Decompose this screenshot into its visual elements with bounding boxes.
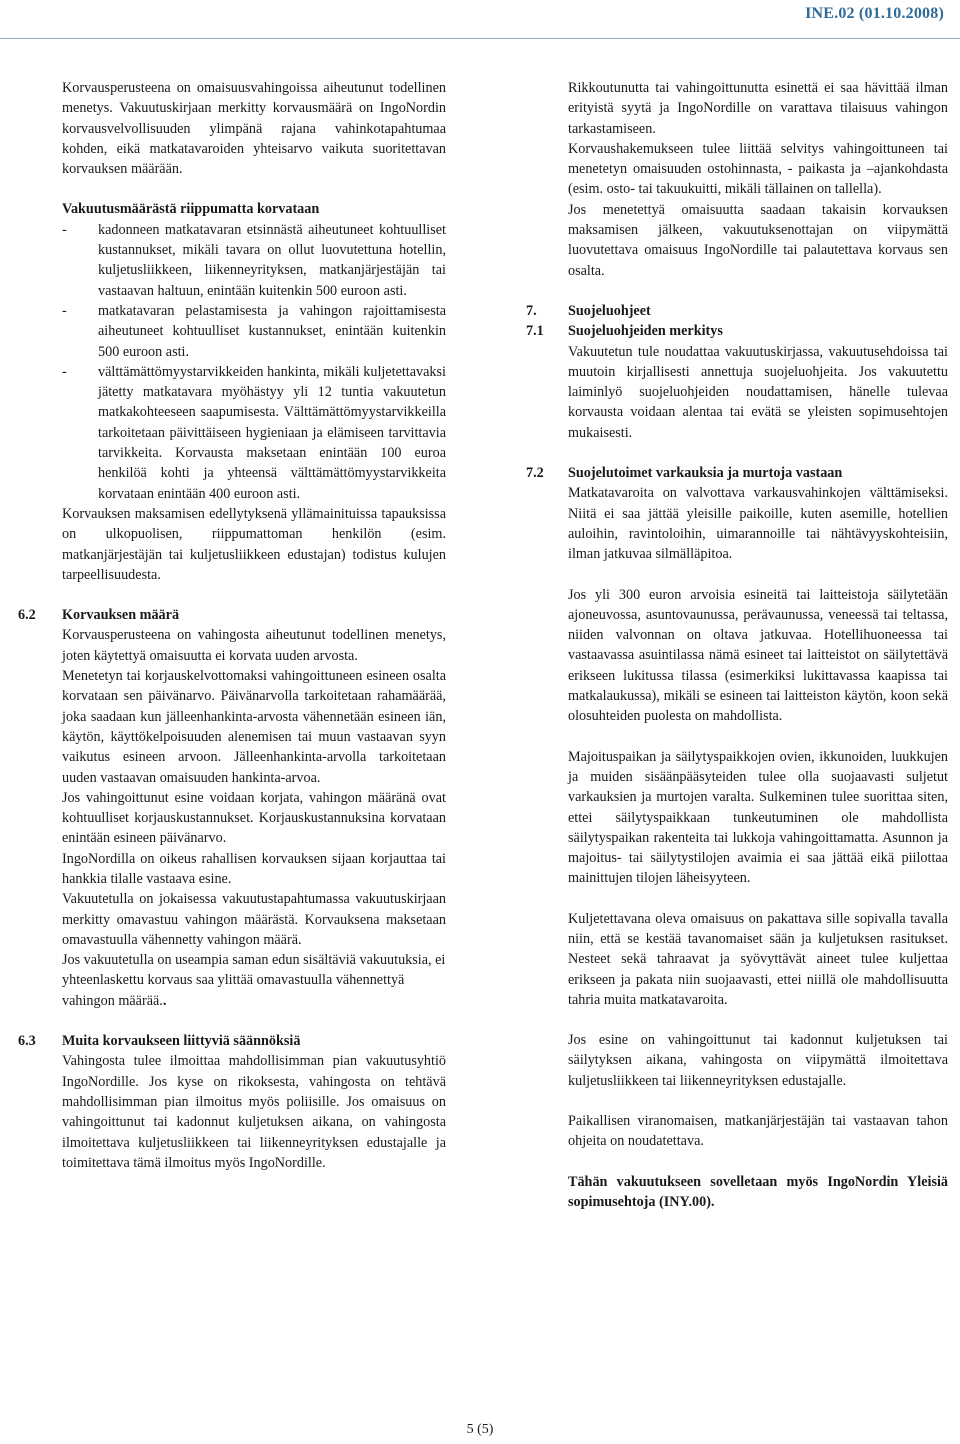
section-number: 7.1 <box>526 323 544 340</box>
dash-marker: - <box>62 221 67 238</box>
section-title: Suojeluohjeiden merkitys <box>568 323 723 340</box>
section-number: 7.2 <box>526 465 544 482</box>
coverage-list <box>62 220 446 504</box>
list-item-text: matkatavaran pelastamisesta ja vahingon rajoittamisesta aiheutuneet kohtuulliset kustannukset, enintään kuitenkin 500 euroon asti. <box>98 302 446 360</box>
section-7-2-paragraph: Majoituspaikan ja säilytyspaikkojen ovien, ikkunoiden, luukkujen ja muiden sisäänpääsyteiden tulee olla suojaavasti suljetut varkauksien ja murtojen varalta. Sulkeminen tulee suorittaa siten, ettei säilytyspaikkaan tunkeutuminen ole mahdollista säilytyspaikan rakenteita tai lukkoja vahingoittamatta. Asunnon ja majoitus- tai säilytystilojen avaimia ei saa jättää eikä piilottaa mainittujen tilojen läheisyyteen. <box>568 748 948 887</box>
list-item-text: välttämättömyystarvikkeiden hankinta, mikäli kuljetettavaksi jätetty matkatavara myöhästyy yli 12 tuntia vakuutetun matkakohteeseen saapumisesta. Välttämättömyystarvikkeilla tarkoitetaan päivittäiseen hygieniaan ja elämiseen tarvittavia tarvikkeita. Korvausta maksetaan enintään 100 euroa henkilöä kohti ja yhteensä välttämättömyystarvikkeita korvataan enintään 400 euroon asti. <box>98 363 446 502</box>
right-column <box>526 78 948 1212</box>
section-7-2-paragraph: Jos esine on vahingoittunut tai kadonnut kuljetuksen tai säilytyksen aikana, vahingosta on viipymättä ilmoitettava kuljetusliikkeen tai liikenneyrityksen edustajalle. <box>568 1032 948 1089</box>
section-title: Suojeluohjeet <box>568 302 651 319</box>
section-6-2-paragraph: Menetetyn tai korjauskelvottomaksi vahingoittuneen esineen osalta korvataan sen päivänarvo. Päivänarvolla tarkoitetaan rahamäärää, joka saadaan kun jälleenhankinta-arvosta vähennetään esineen iän, käytön, käyttökelpoisuuden alenemisen tai muun vastaavan syyn vaikutus esineen arvoon. Jälleenhankinta-arvolla tarkoitetaan uuden vastaavan omaisuuden hankinta-arvoa. <box>62 668 446 786</box>
left-column <box>18 78 446 1173</box>
list-item <box>62 362 446 504</box>
section-6-3-paragraph: Vahingosta tulee ilmoittaa mahdollisimman pian vakuutusyhtiö IngoNordille. Jos kyse on rikoksesta, vahingosta on tehtävä mahdollisimman pian ilmoitus myös poliisille. Jos omaisuus on vahingoittunut tai kadonnut kuljetuksen aikana, on vahingosta ilmoitettava kuljetusliikkeen tai liikenneyrityksen edustajalle ja toimitettava tämä ilmoitus myös IngoNordille. <box>62 1053 446 1171</box>
section-7-1-heading <box>526 321 948 341</box>
intro-paragraph: Korvausperusteena on omaisuusvahingoissa aiheutunut todellinen menetys. Vakuutuskirjaan merkitty korvausmäärä on IngoNordin korvausvelvollisuuden ylimpänä rajana vahinkotapahtumaa kohden, eikä matkatavaroiden yhteisarvo vaikuta suoritettavan korvauksen määrään. <box>62 80 446 178</box>
dash-marker: - <box>62 302 67 319</box>
section-7-heading <box>526 301 948 321</box>
section-number: 6.3 <box>18 1033 36 1050</box>
header-rule <box>0 38 960 39</box>
page-number: 5 (5) <box>466 1422 494 1437</box>
section-6-2-paragraph: IngoNordilla on oikeus rahallisen korvauksen sijaan korjauttaa tai hankkia tilalle vastaava esine. <box>62 850 446 887</box>
section-6-2-paragraph: Vakuutetulla on jokaisessa vakuutustapahtumassa vakuutuskirjaan merkitty omavastuu vahingon määrästä. Korvauksena maksetaan omavastuulla vähennetty vahingon määrä. <box>62 891 446 948</box>
section-7-1-paragraph: Vakuutetun tule noudattaa vakuutuskirjassa, vakuutusehdoissa tai muutoin kirjallisesti annettuja suojeluohjeita. Jos vakuutettu laiminlyö suojeluohjeiden noudattamisen, hänelle tulevaa korvausta voidaan alentaa tai evätä se yleisten sopimusehtojen mukaisesti. <box>568 343 948 441</box>
section-number: 6.2 <box>18 607 36 624</box>
document-code: INE.02 (01.10.2008) <box>805 5 944 22</box>
section-7-2-paragraph: Paikallisen viranomaisen, matkanjärjestäjän tai vastaavan tahon ohjeita on noudatettava. <box>568 1113 948 1150</box>
paragraph-text: Jos vakuutetulla on useampia saman edun sisältäviä vakuutuksia, ei yhteenlaskettu korvaus saa ylittää omavastuulla vähennettyä vahingon määrää. <box>62 952 446 1009</box>
section-7-2-heading <box>526 463 948 483</box>
section-title: Suojelutoimet varkauksia ja murtoja vastaan <box>568 465 843 482</box>
dash-marker: - <box>62 363 67 380</box>
right-paragraph: Korvaushakemukseen tulee liittää selvitys vahingoittuneen tai menetetyn omaisuuden ostohinnasta, - paikasta ja –ajankohdasta (esim. osto- tai takuukuitti, mikäli tällainen on tallella). <box>568 140 948 198</box>
list-item <box>62 301 446 362</box>
section-title: Korvauksen määrä <box>62 607 180 624</box>
section-6-2-paragraph-last <box>62 950 446 1011</box>
closing-statement: Tähän vakuutukseen sovelletaan myös IngoNordin Yleisiä sopimusehtoja (INY.00). <box>568 1173 948 1210</box>
independent-coverage-heading: Vakuutusmäärästä riippumatta korvataan <box>62 201 320 218</box>
right-paragraph: Rikkoutunutta tai vahingoittunutta esinettä ei saa hävittää ilman erityistä syytä ja IngoNordille on varattava tilaisuus vahingon tarkastamiseen. <box>568 80 948 137</box>
right-paragraph: Jos menetettyä omaisuutta saadaan takaisin korvauksen maksamisen jälkeen, vakuutuksenottajan on viipymättä luovutettava omaisuus IngoNordille tai palautettava korvaus sen osalta. <box>568 201 948 279</box>
section-title: Muita korvaukseen liittyviä säännöksiä <box>62 1033 301 1050</box>
list-item-text: kadonneen matkatavaran etsinnästä aiheutuneet kohtuulliset kustannukset, mikäli tavara on ollut luovutettuna hotellin, kuljetusliikkeen, liikenneyrityksen, matkanjärjestäjän tai vastaavan haltuun, enintään kuitenkin 500 euroon asti. <box>98 221 446 299</box>
section-6-2-heading <box>18 605 446 625</box>
section-6-2-paragraph: Jos vahingoittunut esine voidaan korjata, vahingon määränä ovat kohtuulliset korjauskustannukset. Korjauskustannuksina korvataan enintään esineen päivänarvo. <box>62 789 446 847</box>
list-item <box>62 220 446 301</box>
section-7-2-paragraph: Jos yli 300 euron arvoisia esineitä tai laitteistoja säilytetään ajoneuvossa, asuntovaunussa, perävaunussa, veneessä tai teltassa, niiden valvonnan on oltava jatkuvaa. Hotellihuoneessa tai vastaavassa asuintilassa nämä esineet tai laitteistot on säilytettävä erikseen lukitussa tilassa (esimerkiksi lukittavassa kaapissa tai matkalaukussa), mikäli se esineen tai laitteiston käytön, koon sekä olosuhteiden puolesta on mahdollista. <box>568 586 948 725</box>
final-period: . <box>162 992 167 1009</box>
section-7-2-paragraph: Matkatavaroita on valvottava varkausvahinkojen välttämiseksi. Niitä ei saa jättää yleisille paikoille, kuten asemille, hotellien auloihin, ravintoloihin, uimarannoille tai nähtävyyskohteisiin, ilman jatkuvaa silmälläpitoa. <box>568 485 948 563</box>
section-7-2-paragraph: Kuljetettavana oleva omaisuus on pakattava sille sopivalla tavalla niin, että se kestää tavanomaiset sään ja kuljetuksen rasitukset. Nesteet sekä tahraavat ja syövyttävät aineet tulee kuljettaa erikseen ja pakata niin suojaavasti, ettei niillä ole mahdollisuutta tahria muita matkatavaroita. <box>568 910 948 1008</box>
section-number: 7. <box>526 302 537 319</box>
section-6-3-heading <box>18 1031 446 1051</box>
proof-paragraph: Korvauksen maksamisen edellytyksenä yllämainituissa tapauksissa on ulkopuolisen, riippumattoman henkilön (esim. matkanjärjestäjän tai kuljetusliikkeen edustajan) todistus kulujen tarpeellisuudesta. <box>62 505 446 583</box>
section-6-2-paragraph: Korvausperusteena on vahingosta aiheutunut todellinen menetys, joten käytettyä omaisuutta ei korvata uuden arvosta. <box>62 627 446 664</box>
